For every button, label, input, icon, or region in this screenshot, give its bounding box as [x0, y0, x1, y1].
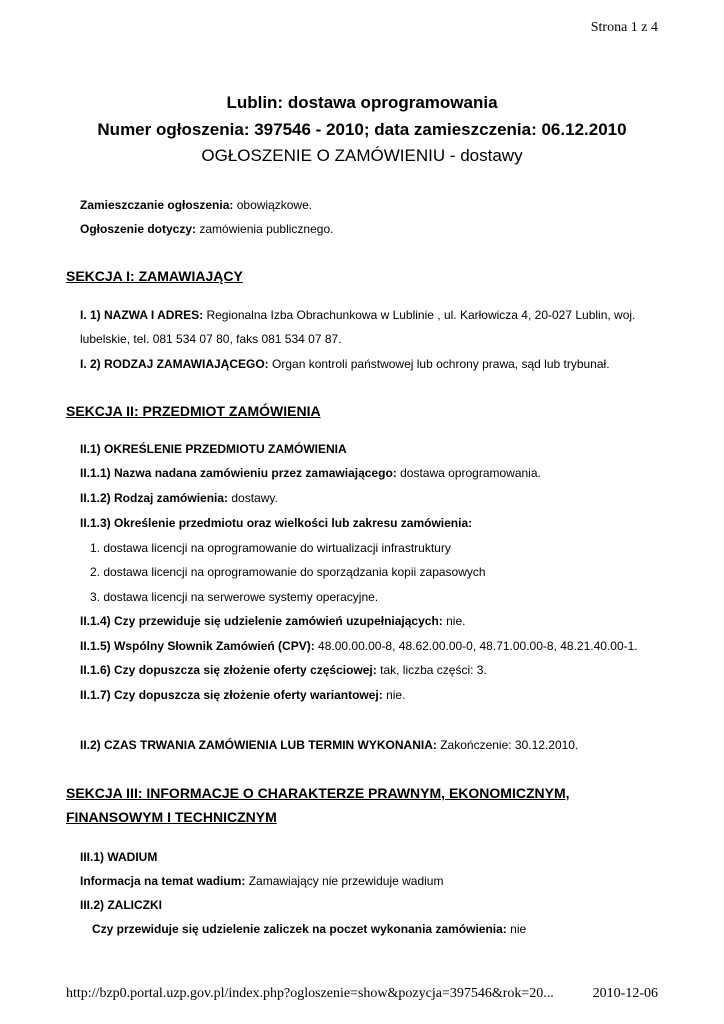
- supplementary-value: nie.: [446, 614, 466, 628]
- announcement-number: Numer ogłoszenia: 397546 - 2010; data zamieszczenia: 06.12.2010: [97, 120, 627, 139]
- buyer-address-continued: lubelskie, tel. 081 534 07 80, faks 081 534 07 87.: [80, 332, 342, 346]
- scope-item: 3. dostawa licencji na serwerowe systemy operacyjne.: [90, 590, 379, 604]
- wadium-label: Informacja na temat wadium:: [80, 874, 246, 888]
- contract-duration: [80, 738, 578, 752]
- subject-subheading: II.1) OKREŚLENIE PRZEDMIOTU ZAMÓWIENIA: [80, 442, 347, 456]
- duration-value: Zakończenie: 30.12.2010.: [440, 738, 579, 752]
- concerns-label: Ogłoszenie dotyczy:: [80, 222, 197, 236]
- section-1-heading: SEKCJA I: ZAMAWIAJĄCY: [66, 268, 243, 284]
- buyer-type: [80, 357, 610, 371]
- variant-offer: [80, 688, 405, 702]
- advances-label: Czy przewiduje się udzielenie zaliczek na poczet wykonania zamówienia:: [92, 922, 507, 936]
- supplementary-label: II.1.4) Czy przewiduje się udzielenie zamówień uzupełniających:: [80, 614, 443, 628]
- duration-label: II.2) CZAS TRWANIA ZAMÓWIENIA LUB TERMIN WYKONANIA:: [80, 738, 437, 752]
- advances-info: [92, 922, 526, 936]
- contract-name-value: dostawa oprogramowania.: [400, 466, 541, 480]
- announcement-type: OGŁOSZENIE O ZAMÓWIENIU - dostawy: [201, 146, 523, 165]
- concerns-info: [80, 222, 333, 236]
- buyer-name-value: Regionalna Izba Obrachunkowa w Lublinie , ul. Karłowicza 4, 20-027 Lublin, woj.: [206, 308, 636, 322]
- partial-offer: [80, 663, 487, 677]
- page-title: Lublin: dostawa oprogramowania: [226, 93, 498, 112]
- advances-value: nie: [510, 922, 527, 936]
- contract-kind-label: II.1.2) Rodzaj zamówienia:: [80, 491, 229, 505]
- variant-value: nie.: [386, 688, 406, 702]
- posting-info: [80, 198, 312, 212]
- wadium-value: Zamawiający nie przewiduje wadium: [248, 874, 444, 888]
- scope-item: 1. dostawa licencji na oprogramowanie do wirtualizacji infrastruktury: [90, 541, 451, 555]
- contract-name-label: II.1.1) Nazwa nadana zamówieniu przez zamawiającego:: [80, 466, 397, 480]
- buyer-name-label: I. 1) NAZWA I ADRES:: [80, 308, 204, 322]
- contract-name: [80, 466, 541, 480]
- contract-kind-value: dostawy.: [231, 491, 278, 505]
- cpv-codes: [80, 639, 638, 653]
- section-3-heading: SEKCJA III: INFORMACJE O CHARAKTERZE PRAWNYM, EKONOMICZNYM,: [66, 785, 570, 801]
- concerns-value: zamówienia publicznego.: [199, 222, 334, 236]
- advances-heading: III.2) ZALICZKI: [80, 898, 162, 912]
- wadium-heading: III.1) WADIUM: [80, 850, 158, 864]
- buyer-name-address: [80, 308, 635, 322]
- variant-label: II.1.7) Czy dopuszcza się złożenie oferty wariantowej:: [80, 688, 383, 702]
- footer-url: http://bzp0.portal.uzp.gov.pl/index.php?ogloszenie=show&pozycja=397546&rok=20...: [66, 986, 554, 1001]
- partial-value: tak, liczba części: 3.: [380, 663, 487, 677]
- buyer-type-value: Organ kontroli państwowej lub ochrony prawa, sąd lub trybunał.: [272, 357, 610, 371]
- wadium-info: [80, 874, 443, 888]
- footer-date: 2010-12-06: [592, 986, 658, 1001]
- page-indicator: Strona 1 z 4: [590, 20, 658, 35]
- contract-kind: [80, 491, 278, 505]
- posting-label: Zamieszczanie ogłoszenia:: [80, 198, 234, 212]
- posting-value: obowiązkowe.: [236, 198, 313, 212]
- scope-label: II.1.3) Określenie przedmiotu oraz wielkości lub zakresu zamówienia:: [80, 516, 473, 530]
- partial-label: II.1.6) Czy dopuszcza się złożenie oferty częściowej:: [80, 663, 377, 677]
- buyer-type-label: I. 2) RODZAJ ZAMAWIAJĄCEGO:: [80, 357, 269, 371]
- supplementary-orders: [80, 614, 465, 628]
- cpv-label: II.1.5) Wspólny Słownik Zamówień (CPV):: [80, 639, 315, 653]
- cpv-value: 48.00.00.00-8, 48.62.00.00-0, 48.71.00.00-8, 48.21.40.00-1.: [318, 639, 638, 653]
- section-3-heading-continued: FINANSOWYM I TECHNICZNYM: [66, 809, 277, 825]
- section-2-heading: SEKCJA II: PRZEDMIOT ZAMÓWIENIA: [66, 403, 321, 419]
- scope-item: 2. dostawa licencji na oprogramowanie do sporządzania kopii zapasowych: [90, 565, 486, 579]
